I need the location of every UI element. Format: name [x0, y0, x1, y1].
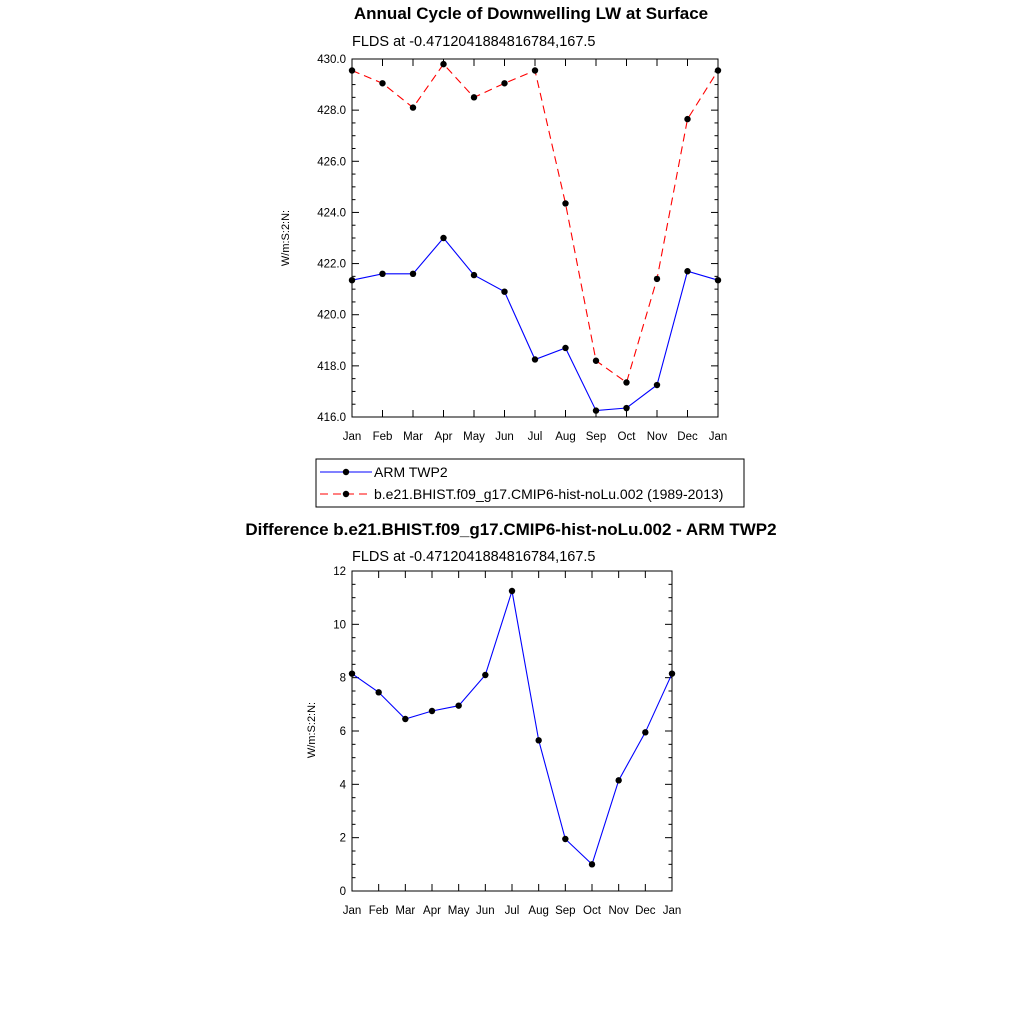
chart2-plot-area [349, 588, 675, 868]
chart1-legend [316, 459, 744, 507]
x-tick-label: Mar [395, 905, 416, 917]
chart2-subtitle: FLDS at -0.4712041884816784,167.5 [352, 549, 596, 565]
y-tick-label: 420.0 [317, 309, 346, 322]
legend-marker-arm [343, 469, 349, 475]
y-tick-label: 10 [333, 619, 346, 632]
chart-annual-cycle [280, 4, 744, 507]
data-point-s0-3 [440, 235, 446, 241]
data-point-s1-6 [532, 67, 538, 73]
series-line-1 [352, 64, 718, 382]
y-tick-label: 0 [339, 886, 346, 898]
chart2-ticks [352, 571, 672, 891]
chart1-x-tick-labels [343, 431, 728, 443]
legend-label-model: b.e21.BHIST.f09_g17.CMIP6-hist-noLu.002 (1989-2013) [374, 486, 724, 502]
y-tick-label: 424.0 [317, 207, 346, 220]
x-tick-label: Jan [708, 431, 728, 443]
y-tick-label: 416.0 [317, 412, 346, 424]
y-tick-label: 4 [339, 779, 346, 792]
y-tick-label: 12 [333, 566, 346, 578]
data-point-s0-8 [593, 407, 599, 413]
data-point-s0-5 [482, 672, 488, 678]
data-point-s0-7 [535, 737, 541, 743]
data-point-s1-10 [654, 276, 660, 282]
x-tick-label: Apr [434, 431, 453, 443]
chart1-plot-area [349, 61, 721, 414]
data-point-s0-11 [684, 268, 690, 274]
x-tick-label: Aug [555, 431, 576, 443]
data-point-s1-11 [684, 116, 690, 122]
y-tick-label: 422.0 [317, 258, 346, 271]
series-line-0 [352, 591, 672, 864]
data-point-s0-6 [509, 588, 515, 594]
data-point-s1-3 [440, 61, 446, 67]
x-tick-label: Dec [677, 431, 698, 443]
data-point-s0-1 [379, 271, 385, 277]
data-point-s0-2 [402, 716, 408, 722]
y-tick-label: 2 [339, 832, 346, 845]
data-point-s1-5 [501, 80, 507, 86]
x-tick-label: Feb [368, 905, 389, 917]
data-point-s0-1 [375, 689, 381, 695]
chart1-title: Annual Cycle of Downwelling LW at Surface [353, 4, 709, 23]
x-tick-label: Oct [617, 431, 636, 443]
x-tick-label: Jan [342, 431, 362, 443]
data-point-s0-10 [654, 382, 660, 388]
y-tick-label: 426.0 [317, 156, 346, 169]
x-tick-label: May [447, 905, 470, 917]
x-tick-label: Sep [585, 431, 607, 443]
data-point-s0-5 [501, 289, 507, 295]
x-tick-label: Jul [527, 431, 543, 443]
x-tick-label: Aug [528, 905, 549, 917]
x-tick-label: Sep [555, 905, 576, 917]
data-point-s0-10 [615, 777, 621, 783]
x-tick-label: Jan [662, 905, 682, 917]
chart1-subtitle: FLDS at -0.4712041884816784,167.5 [352, 34, 596, 50]
data-point-s0-4 [471, 272, 477, 278]
x-tick-label: Jul [504, 905, 520, 917]
chart-difference [245, 520, 776, 917]
chart1-y-axis-label: W/m:S:2:N: [280, 209, 292, 267]
x-tick-label: Nov [646, 431, 668, 443]
y-tick-label: 6 [339, 726, 346, 738]
data-point-s0-3 [429, 708, 435, 714]
series-line-0 [352, 238, 718, 411]
data-point-s1-9 [623, 379, 629, 385]
chart2-x-tick-labels [343, 905, 682, 917]
x-tick-label: Mar [403, 431, 423, 443]
data-point-s0-7 [562, 345, 568, 351]
y-tick-label: 428.0 [317, 105, 346, 118]
chart2-frame [352, 571, 672, 891]
x-tick-label: Jan [342, 905, 362, 917]
data-point-s0-4 [455, 702, 461, 708]
data-point-s1-7 [562, 200, 568, 206]
x-tick-label: Oct [583, 905, 601, 917]
data-point-s1-4 [471, 94, 477, 100]
chart2-title: Difference b.e21.BHIST.f09_g17.CMIP6-hist-noLu.002 - ARM TWP2 [245, 520, 777, 539]
x-tick-label: Jun [495, 431, 514, 443]
chart1-y-tick-labels [317, 54, 346, 424]
y-tick-label: 430.0 [317, 54, 346, 66]
y-tick-label: 418.0 [317, 360, 346, 373]
data-point-s0-6 [532, 356, 538, 362]
chart2-y-tick-labels [333, 566, 346, 898]
x-tick-label: Feb [372, 431, 393, 443]
data-point-s1-1 [379, 80, 385, 86]
data-point-s0-2 [410, 271, 416, 277]
x-tick-label: May [463, 431, 485, 443]
data-point-s0-11 [642, 729, 648, 735]
data-point-s0-9 [623, 405, 629, 411]
y-tick-label: 8 [339, 672, 346, 685]
x-tick-label: Apr [423, 905, 441, 917]
legend-label-arm: ARM TWP2 [374, 464, 448, 480]
data-point-s0-8 [562, 836, 568, 842]
data-point-s1-8 [593, 358, 599, 364]
x-tick-label: Nov [608, 905, 629, 917]
legend-marker-model [343, 491, 349, 497]
data-point-s1-2 [410, 104, 416, 110]
chart2-y-axis-label: W/m:S:2:N: [306, 701, 318, 759]
data-point-s0-9 [589, 861, 595, 867]
x-tick-label: Dec [635, 905, 656, 917]
x-tick-label: Jun [476, 905, 495, 917]
